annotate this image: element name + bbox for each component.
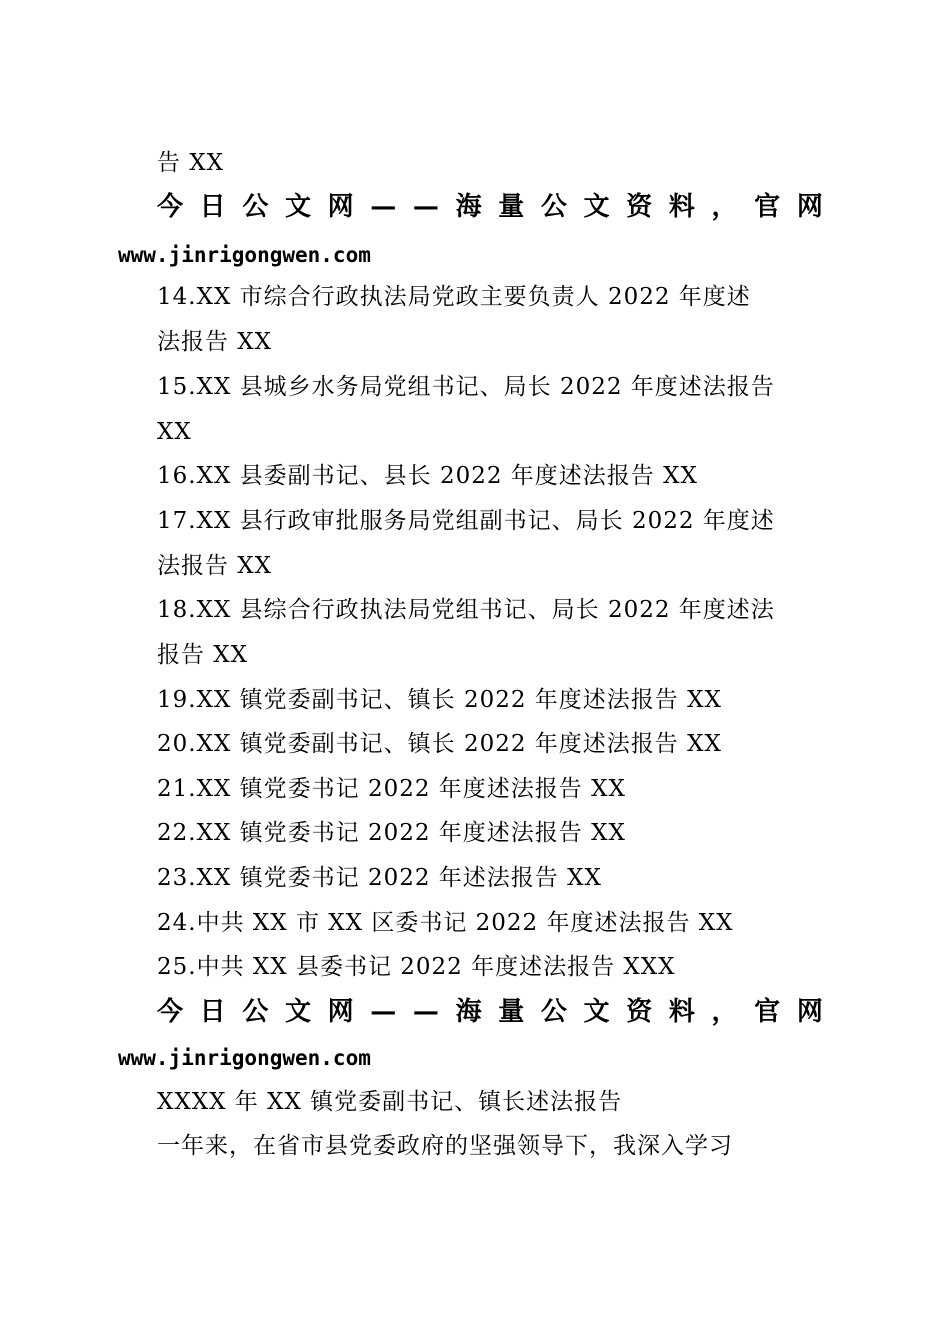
- banner-url-2: www.jinrigongwen.com: [118, 1046, 371, 1070]
- banner-char: 日: [199, 997, 226, 1027]
- banner-char: 公: [242, 192, 269, 222]
- list-item: 15.XX 县城乡水务局党组书记、局长 2022 年度述法报告: [157, 374, 775, 400]
- banner-char: 文: [284, 997, 311, 1027]
- list-item: 24.中共 XX 市 XX 区委书记 2022 年度述法报告 XX: [157, 910, 734, 936]
- banner-char: 量: [498, 997, 525, 1027]
- banner-char: 公: [242, 997, 269, 1027]
- banner-char: 网: [327, 997, 354, 1027]
- banner-char: 网: [327, 192, 354, 222]
- banner-char: ，: [711, 192, 738, 222]
- banner-char: 网: [796, 997, 823, 1027]
- banner-char: 今: [157, 192, 184, 222]
- list-item-cont: 法报告 XX: [157, 553, 273, 579]
- banner-char: —: [412, 192, 439, 222]
- banner-char: ，: [711, 997, 738, 1027]
- banner-char: 今: [157, 997, 184, 1027]
- list-item: 18.XX 县综合行政执法局党组书记、局长 2022 年度述法: [157, 597, 775, 623]
- list-item: 14.XX 市综合行政执法局党政主要负责人 2022 年度述: [157, 284, 751, 310]
- banner-char: 料: [668, 997, 695, 1027]
- banner-char: —: [412, 997, 439, 1027]
- banner-char: —: [370, 192, 397, 222]
- list-item: 17.XX 县行政审批服务局党组副书记、局长 2022 年度述: [157, 508, 775, 534]
- banner-char: 文: [583, 192, 610, 222]
- list-item-cont: 法报告 XX: [157, 329, 273, 355]
- document-title: XXXX 年 XX 镇党委副书记、镇长述法报告: [157, 1089, 623, 1115]
- banner-char: 公: [540, 192, 567, 222]
- banner-char: 海: [455, 997, 482, 1027]
- banner-char: 公: [540, 997, 567, 1027]
- list-item: 25.中共 XX 县委书记 2022 年度述法报告 XXX: [157, 954, 676, 980]
- list-item: 16.XX 县委副书记、县长 2022 年度述法报告 XX: [157, 463, 698, 489]
- continued-text: 告 XX: [157, 150, 225, 176]
- banner-char: 量: [498, 192, 525, 222]
- list-item: 19.XX 镇党委副书记、镇长 2022 年度述法报告 XX: [157, 687, 722, 713]
- banner-char: 料: [668, 192, 695, 222]
- list-item-cont: 报告 XX: [157, 642, 249, 668]
- list-item-cont: XX: [157, 419, 192, 445]
- list-item: 22.XX 镇党委书记 2022 年度述法报告 XX: [157, 820, 626, 846]
- body-paragraph: 一年来，在省市县党委政府的坚强领导下，我深入学习: [157, 1133, 733, 1159]
- banner-char: —: [370, 997, 397, 1027]
- list-item: 20.XX 镇党委副书记、镇长 2022 年度述法报告 XX: [157, 731, 722, 757]
- banner-char: 资: [626, 997, 653, 1027]
- banner-2: [157, 995, 823, 1029]
- banner-char: 日: [199, 192, 226, 222]
- banner-char: 海: [455, 192, 482, 222]
- list-item: 21.XX 镇党委书记 2022 年度述法报告 XX: [157, 776, 626, 802]
- list-item: 23.XX 镇党委书记 2022 年述法报告 XX: [157, 865, 602, 891]
- banner-char: 官: [754, 997, 781, 1027]
- banner-char: 官: [754, 192, 781, 222]
- banner-1: [157, 190, 823, 224]
- banner-char: 网: [796, 192, 823, 222]
- banner-char: 资: [626, 192, 653, 222]
- banner-char: 文: [284, 192, 311, 222]
- banner-char: 文: [583, 997, 610, 1027]
- banner-url-1: www.jinrigongwen.com: [118, 243, 371, 267]
